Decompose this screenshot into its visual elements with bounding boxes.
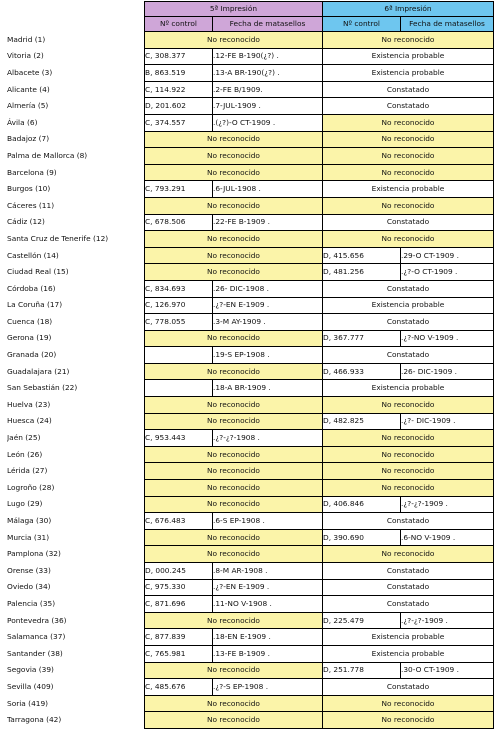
city-label: Segovia (39) [7,665,54,675]
city-label: Ciudad Real (15) [7,267,69,277]
imp5-control-number: C, 485.676 [145,679,213,696]
matasellos-table [7,1,494,729]
city-label: San Sebastián (22) [7,383,78,393]
imp6-postmark-date: .¿?- DIC-1909 . [401,413,494,430]
imp6-control-number: D, 367.777 [323,330,401,347]
city-label: Lugo (29) [7,499,43,509]
imp5-status: No reconocido [145,712,323,729]
imp6-status: Constatado [323,347,494,364]
imp5-postmark-date: .¿?-EN E-1909 . [213,579,323,596]
table-row [7,98,494,115]
imp6-status: Existencia probable [323,629,494,646]
header-fecha-6: Fecha de matasellos [401,17,494,32]
imp6-status: No reconocido [323,114,494,131]
city-label: Granada (20) [7,350,57,360]
imp5-control-number: D, 000.245 [145,563,213,580]
city-label: Alicante (4) [7,84,50,94]
imp5-status: No reconocido [145,148,323,165]
table-row [7,496,494,513]
imp5-status: No reconocido [145,446,323,463]
imp5-status: No reconocido [145,397,323,414]
imp6-status: Constatado [323,314,494,331]
city-label: Gerona (19) [7,333,52,343]
imp6-status: No reconocido [323,197,494,214]
imp5-status: No reconocido [145,247,323,264]
imp5-status: No reconocido [145,496,323,513]
imp5-control-number: D, 201.602 [145,98,213,115]
city-label: Orense (33) [7,565,51,575]
city-label: Oviedo (34) [7,582,51,592]
imp6-postmark-date: .¿?-NO V-1909 . [401,330,494,347]
imp5-postmark-date: .6-JUL-1908 . [213,181,323,198]
header-control-6: Nº control [323,17,401,32]
imp5-postmark-date: .19-S EP-1908 . [213,347,323,364]
table-row [7,712,494,729]
imp6-postmark-date: .¿?-¿?-1909 . [401,496,494,513]
header-fecha-5: Fecha de matasellos [213,17,323,32]
table-row [7,413,494,430]
imp6-status: No reconocido [323,463,494,480]
table-row [7,563,494,580]
imp5-status: No reconocido [145,164,323,181]
imp5-status: No reconocido [145,131,323,148]
table-row [7,579,494,596]
imp5-status: No reconocido [145,330,323,347]
table-row [7,280,494,297]
imp5-status: No reconocido [145,612,323,629]
table-row [7,181,494,198]
city-label: Jaén (25) [7,433,41,443]
city-label: Tarragona (42) [7,715,62,725]
imp5-control-number [145,347,213,364]
city-label: Palma de Mallorca (8) [7,150,88,160]
city-label: Cuenca (18) [7,316,53,326]
imp6-status: Existencia probable [323,65,494,82]
table-row [7,612,494,629]
table-row [7,645,494,662]
imp5-status: No reconocido [145,32,323,49]
imp5-postmark-date: .8-M AR-1908 . [213,563,323,580]
city-label: Badajoz (7) [7,134,50,144]
imp6-status: No reconocido [323,430,494,447]
city-label: Ávila (6) [7,117,38,127]
imp5-postmark-date: .7-JUL-1909 . [213,98,323,115]
imp6-status: No reconocido [323,397,494,414]
table-row [7,596,494,613]
imp5-postmark-date: .26- DIC-1908 . [213,280,323,297]
imp5-postmark-date: .(¿?)-O CT-1909 . [213,114,323,131]
imp5-control-number: C, 676.483 [145,513,213,530]
table-row [7,662,494,679]
header-blank-2 [7,17,145,32]
header-impresion-5: 5ª Impresión [145,2,323,17]
city-label: Madrid (1) [7,34,46,44]
imp6-status: Constatado [323,280,494,297]
table-row [7,397,494,414]
imp5-postmark-date: .¿?-EN E-1909 . [213,297,323,314]
table-row [7,629,494,646]
table-row [7,164,494,181]
imp6-status: Constatado [323,214,494,231]
table-row [7,546,494,563]
table-row [7,314,494,331]
table-row [7,297,494,314]
imp6-status: No reconocido [323,148,494,165]
city-label: Murcia (31) [7,532,50,542]
imp6-control-number: D, 482.825 [323,413,401,430]
city-label: Huelva (23) [7,399,51,409]
table-row [7,679,494,696]
city-label: La Coruña (17) [7,300,63,310]
header-control-5: Nº control [145,17,213,32]
table-row [7,513,494,530]
table-row [7,463,494,480]
city-label: Córdoba (16) [7,283,56,293]
table-row [7,214,494,231]
table-row [7,247,494,264]
imp5-postmark-date: .18-A BR-1909 . [213,380,323,397]
imp6-status: Existencia probable [323,297,494,314]
table-row [7,81,494,98]
city-label: Palencia (35) [7,598,56,608]
imp6-status: Existencia probable [323,181,494,198]
imp5-control-number: C, 975.330 [145,579,213,596]
imp6-postmark-date: .6-NO V-1909 . [401,529,494,546]
table-row [7,446,494,463]
imp5-status: No reconocido [145,231,323,248]
table-row [7,48,494,65]
imp6-status: No reconocido [323,164,494,181]
city-label: Soria (419) [7,698,49,708]
table-row [7,264,494,281]
city-label: Cádiz (12) [7,217,45,227]
imp5-postmark-date: .3-M AY-1909 . [213,314,323,331]
city-label: Huesca (24) [7,416,52,426]
imp6-postmark-date: .29-O CT-1909 . [401,247,494,264]
imp5-postmark-date: .11-NO V-1908 . [213,596,323,613]
imp6-status: No reconocido [323,231,494,248]
table-row [7,695,494,712]
table-row [7,529,494,546]
imp6-postmark-date: .26- DIC-1909 . [401,363,494,380]
imp5-control-number: C, 765.981 [145,645,213,662]
imp6-status: Existencia probable [323,380,494,397]
table-row [7,330,494,347]
imp6-status: No reconocido [323,712,494,729]
header-row-impresion [7,2,494,17]
imp6-control-number: D, 481.256 [323,264,401,281]
imp6-status: Existencia probable [323,48,494,65]
imp5-control-number: C, 678.506 [145,214,213,231]
imp6-status: Constatado [323,579,494,596]
imp5-postmark-date: .22-FE B-1909 . [213,214,323,231]
city-label: Sevilla (409) [7,681,54,691]
imp6-control-number: D, 466.933 [323,363,401,380]
imp6-control-number: D, 415.656 [323,247,401,264]
imp5-postmark-date: .¿?-S EP-1908 . [213,679,323,696]
city-label: Vitoria (2) [7,51,44,61]
imp5-postmark-date: .12-FE B-190(¿?) . [213,48,323,65]
imp6-status: No reconocido [323,480,494,497]
imp6-status: Constatado [323,563,494,580]
imp5-status: No reconocido [145,264,323,281]
imp6-postmark-date: .30-O CT-1909 . [401,662,494,679]
imp5-control-number: C, 834.693 [145,280,213,297]
imp5-postmark-date: .13-A BR-190(¿?) . [213,65,323,82]
imp6-status: No reconocido [323,32,494,49]
imp6-status: Constatado [323,596,494,613]
imp5-control-number: B, 863.519 [145,65,213,82]
imp5-control-number: C, 126.970 [145,297,213,314]
table-row [7,231,494,248]
imp6-status: No reconocido [323,446,494,463]
imp6-control-number: D, 225.479 [323,612,401,629]
imp6-postmark-date: .¿?-O CT-1909 . [401,264,494,281]
city-label: Albacete (3) [7,67,53,77]
table-row [7,114,494,131]
city-label: Santa Cruz de Tenerife (12) [7,233,109,243]
imp5-status: No reconocido [145,529,323,546]
imp5-postmark-date: .¿?-¿?-1908 . [213,430,323,447]
table-row [7,148,494,165]
table-row [7,32,494,49]
city-label: Salamanca (37) [7,632,66,642]
imp5-status: No reconocido [145,546,323,563]
imp6-control-number: D, 251.778 [323,662,401,679]
imp5-control-number: C, 877.839 [145,629,213,646]
imp5-status: No reconocido [145,463,323,480]
imp6-status: No reconocido [323,695,494,712]
city-label: León (26) [7,449,43,459]
imp5-postmark-date: .2-FE B/1909. [213,81,323,98]
imp5-postmark-date: .13-FE B-1909 . [213,645,323,662]
table-row [7,347,494,364]
table-row [7,380,494,397]
imp5-status: No reconocido [145,197,323,214]
table-row [7,65,494,82]
imp5-status: No reconocido [145,413,323,430]
table-body [7,32,494,729]
imp5-control-number: C, 793.291 [145,181,213,198]
city-label: Castellón (14) [7,250,59,260]
city-label: Cáceres (11) [7,200,55,210]
table-row [7,430,494,447]
imp5-control-number: C, 308.377 [145,48,213,65]
imp6-status: Existencia probable [323,645,494,662]
city-label: Barcelona (9) [7,167,57,177]
imp6-status: Constatado [323,679,494,696]
imp5-control-number: C, 114.922 [145,81,213,98]
city-label: Lérida (27) [7,466,48,476]
imp5-control-number: C, 778.055 [145,314,213,331]
imp6-status: Constatado [323,98,494,115]
city-label: Pontevedra (36) [7,615,67,625]
imp6-status: Constatado [323,81,494,98]
imp6-status: No reconocido [323,546,494,563]
imp5-control-number: C, 374.557 [145,114,213,131]
imp6-status: No reconocido [323,131,494,148]
imp5-control-number: C, 953.443 [145,430,213,447]
imp5-control-number: C, 871.696 [145,596,213,613]
city-label: Santander (38) [7,648,63,658]
city-label: Málaga (30) [7,516,52,526]
imp5-control-number [145,380,213,397]
table-row [7,480,494,497]
imp5-status: No reconocido [145,363,323,380]
city-label: Guadalajara (21) [7,366,70,376]
table-row [7,197,494,214]
imp5-status: No reconocido [145,695,323,712]
city-label: Almería (5) [7,101,49,111]
header-row-columns [7,17,494,32]
imp5-postmark-date: .6-S EP-1908 . [213,513,323,530]
imp6-control-number: D, 406.846 [323,496,401,513]
header-blank [7,2,145,17]
table-row [7,131,494,148]
city-label: Burgos (10) [7,184,51,194]
imp5-status: No reconocido [145,480,323,497]
city-label: Logroño (28) [7,482,55,492]
imp6-control-number: D, 390.690 [323,529,401,546]
imp5-status: No reconocido [145,662,323,679]
city-label: Pamplona (32) [7,549,61,559]
imp6-postmark-date: .¿?-¿?-1909 . [401,612,494,629]
table-row [7,363,494,380]
imp6-status: Constatado [323,513,494,530]
imp5-postmark-date: .18-EN E-1909 . [213,629,323,646]
header-impresion-6: 6ª Impresión [323,2,494,17]
